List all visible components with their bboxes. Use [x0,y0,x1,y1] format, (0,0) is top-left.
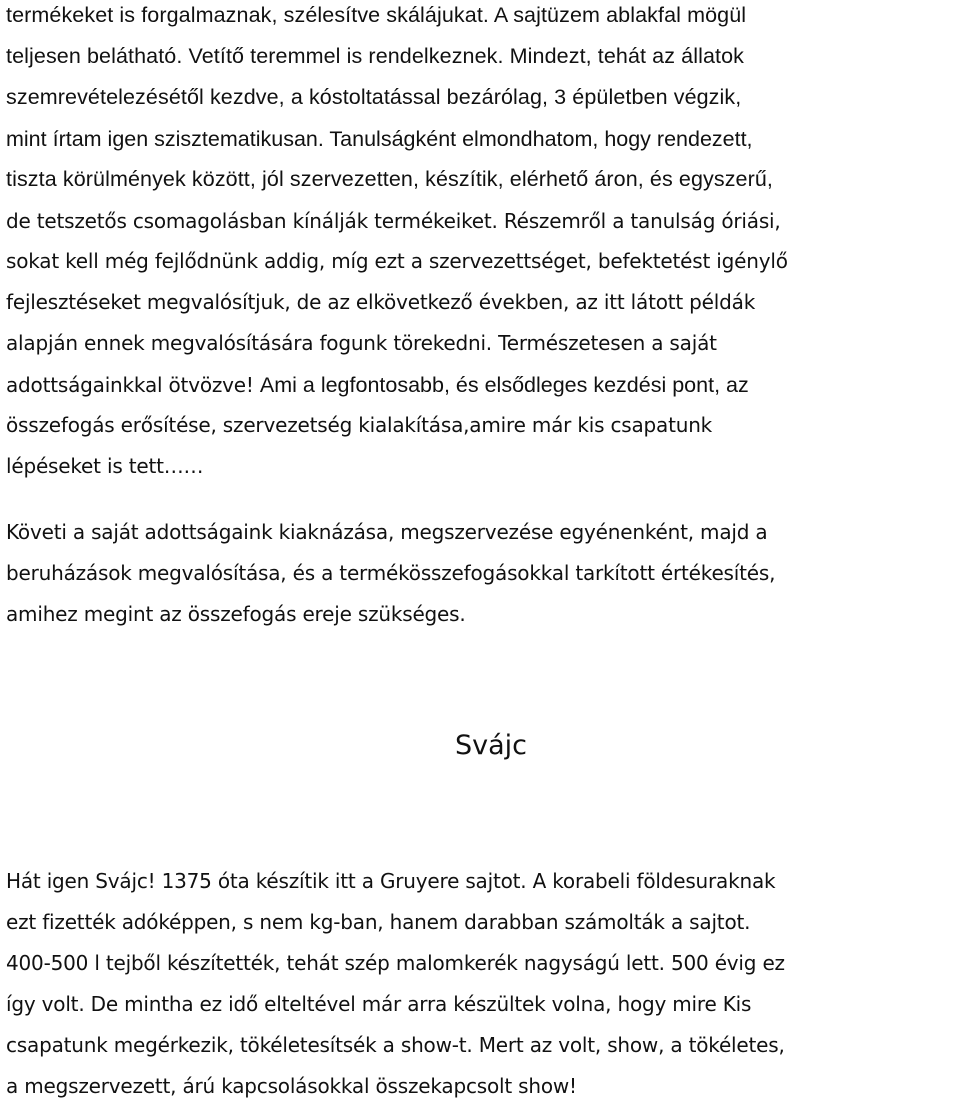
paragraph-1-line-6-run-b: Részemről a tanulság óriási, [503,209,781,233]
paragraph-1-line-12: lépéseket is tett…… [6,454,204,478]
paragraph-1-line-10-run-b: Ami a legfontosabb, és elsődleges kezdési pont, az [259,373,749,397]
paragraph-2 [6,512,775,635]
paragraph-2-line-1: Követi a saját adottságaink kiaknázása, megszervezése egyénenként, majd a [6,520,768,544]
paragraph-2-line-3: amihez megint az összefogás ereje szükséges. [6,602,466,626]
paragraph-1-line-10 [6,364,788,405]
paragraph-1-line-5: tiszta körülmények között, jól szervezetten, készítik, elérhető áron, és egyszerű, [6,167,774,191]
paragraph-3-line-1: Hát igen Svájc! 1375 óta készítik itt a Gruyere sajtot. A korabeli földesuraknak [6,869,776,893]
paragraph-1-line-2: teljesen belátható. Vetítő teremmel is rendelkeznek. Mindezt, tehát az állatok [6,44,745,68]
section-heading: Svájc [454,730,527,761]
paragraph-1-line-6-run-a: de tetszetős csomagolásban kínálják termékeiket. [6,209,504,233]
paragraph-1-line-9: alapján ennek megvalósítására fogunk törekedni. Természetesen a saját [6,331,717,355]
paragraph-1-line-3: szemrevételezésétől kezdve, a kóstoltatással bezárólag, 3 épületben végzik, [6,85,742,109]
paragraph-3-line-3: 400-500 l tejből készítették, tehát szép malomkerék nagyságú lett. 500 évig ez [6,951,785,975]
paragraph-1-line-4-run-a: mint írtam igen szisztematikusan. [6,127,330,151]
paragraph-1-line-10-run-a: adottságainkkal ötvözve! [6,373,260,397]
paragraph-1-line-6 [6,200,788,241]
paragraph-1-line-8: fejlesztéseket megvalósítjuk, de az elkövetkező években, az itt látott példák [6,290,756,314]
paragraph-1 [6,0,788,487]
paragraph-3-line-6: a megszervezett, árú kapcsolásokkal összekapcsolt show! [6,1074,577,1098]
paragraph-1-line-4 [6,118,788,159]
paragraph-1-line-4-run-b: Tanulságként elmondhatom, hogy rendezett, [329,127,753,151]
paragraph-1-line-1: termékeket is forgalmaznak, szélesítve skálájukat. A sajtüzem ablakfal mögül [6,3,747,27]
paragraph-2-line-2: beruházások megvalósítása, és a termékösszefogásokkal tarkított értékesítés, [6,561,776,585]
paragraph-3 [6,861,785,1107]
paragraph-3-line-2: ezt fizették adóképpen, s nem kg-ban, hanem darabban számolták a sajtot. [6,910,751,934]
paragraph-1-line-11: összefogás erősítése, szervezetség kialakítása,amire már kis csapatunk [6,413,713,437]
paragraph-1-line-7: sokat kell még fejlődnünk addig, míg ezt a szervezettséget, befektetést igénylő [6,249,788,273]
paragraph-3-line-4: így volt. De mintha ez idő elteltével már arra készültek volna, hogy mire Kis [6,992,752,1016]
paragraph-3-line-5: csapatunk megérkezik, tökéletesítsék a show-t. Mert az volt, show, a tökéletes, [6,1033,785,1057]
